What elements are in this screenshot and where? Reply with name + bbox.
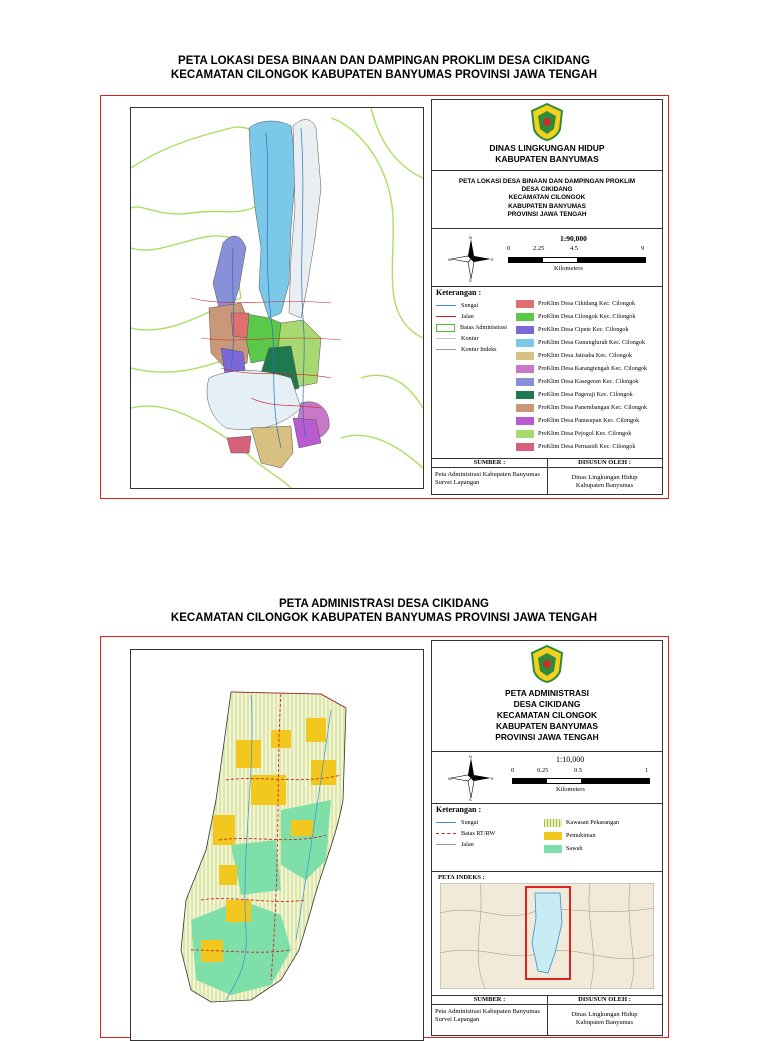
- legend-swatch: [516, 313, 534, 321]
- legend-swatch: [516, 430, 534, 438]
- legend-line-label: Sungai: [461, 819, 479, 826]
- map2-map-area[interactable]: [130, 649, 424, 1041]
- legend-line-symbol: [436, 844, 456, 845]
- legend-line-item: [436, 344, 497, 355]
- legend-swatch: [516, 378, 534, 386]
- map2-compass-w: W: [448, 776, 452, 781]
- map2-scale-tick: 1: [645, 767, 649, 774]
- legend-area-item: [544, 817, 619, 828]
- gununglurah-area: [249, 121, 296, 318]
- map1-source-1: Peta Administrasi Kabupaten Banyumas: [435, 471, 540, 478]
- map1-scale-cell: [432, 228, 662, 287]
- legend-swatch: [516, 326, 534, 334]
- map2-compass-e: E: [491, 776, 494, 781]
- map2-map-title-5: PROVINSI JAWA TENGAH: [495, 732, 599, 742]
- legend-area-label: ProKlim Desa Cipete Kec. Cilongok: [538, 326, 629, 333]
- map1-compass-w: W: [448, 257, 452, 262]
- map2-scale-bar: [512, 778, 650, 784]
- legend-line-label: Jalan: [461, 313, 474, 320]
- legend-area-label: ProKlim Desa Gununglurah Kec. Cilongok: [538, 339, 646, 346]
- legend-line-item: [436, 839, 474, 850]
- legend-area-item: [544, 830, 596, 841]
- legend-swatch: [516, 352, 534, 360]
- legend-line-item: [436, 322, 507, 333]
- legend-area-item: [516, 441, 635, 452]
- map2-compass-s: S: [469, 797, 472, 801]
- legend-line-label: Kontur Indeks: [461, 346, 497, 353]
- map1-map-title-5: PROVINSI JAWA TENGAH: [507, 210, 587, 218]
- map1-title-line2: KECAMATAN CILONGOK KABUPATEN BANYUMAS PROVINSI JAWA TENGAH: [170, 69, 598, 81]
- map1-compass-e: E: [491, 257, 494, 262]
- banyumas-logo-icon: [530, 103, 564, 141]
- legend-swatch: [516, 404, 534, 412]
- map2-map-title-4: KABUPATEN BANYUMAS: [495, 721, 599, 731]
- map1-scale-tick: 2.25: [533, 245, 545, 252]
- map2-scale-ratio: 1:10,000: [556, 755, 585, 764]
- legend-line-symbol: [436, 316, 456, 317]
- map2-scale-unit: Kilometers: [556, 786, 585, 793]
- map2-scale-tick: 0: [511, 767, 515, 774]
- legend-area-label: Kawasan Pekarangan: [566, 819, 620, 826]
- map1-map-title-4: KABUPATEN BANYUMAS: [508, 202, 586, 210]
- map1-compass-s: S: [469, 278, 472, 282]
- map2-map-svg: [131, 650, 423, 1040]
- pemukiman-block: [251, 775, 286, 805]
- map2-index-cell: [432, 871, 662, 996]
- legend-line-item: [436, 828, 495, 839]
- map1-agency-line2: KABUPATEN BANYUMAS: [495, 154, 599, 164]
- legend-swatch: [516, 391, 534, 399]
- map1-compass-n: N: [469, 236, 472, 240]
- map2-compiled-cell: [547, 995, 662, 1035]
- pemukiman-block: [306, 718, 326, 742]
- pemukiman-block: [226, 900, 251, 922]
- map2-source-cell: [432, 995, 548, 1035]
- legend-area-item: [516, 311, 635, 322]
- map2-map-title-2: DESA CIKIDANG: [513, 699, 581, 709]
- map1-compiled-cell: [547, 458, 662, 494]
- map2-compiled-head: DISUSUN OLEH :: [547, 995, 662, 1005]
- map2-source-2: Survei Lapangan: [435, 1016, 480, 1023]
- map1-frame: [100, 95, 669, 499]
- map2-scale-tick: 0.5: [574, 767, 583, 774]
- legend-line-label: Sungai: [461, 302, 479, 309]
- map1-scale-unit: Kilometers: [554, 265, 583, 272]
- map1-compiled-1: Dinas Lingkungan Hidup: [571, 474, 638, 481]
- legend-swatch: [544, 832, 562, 840]
- pernasidi-area: [227, 436, 251, 453]
- legend-swatch: [516, 365, 534, 373]
- legend-line-symbol: [436, 305, 456, 306]
- legend-area-item: [516, 298, 635, 309]
- map2-compiled-2: Kabupaten Banyumas: [575, 1019, 634, 1026]
- legend-area-label: ProKlim Desa Pageraji Kec. Cilongok: [538, 391, 633, 398]
- legend-line-item: [436, 311, 474, 322]
- legend-swatch: [544, 819, 562, 827]
- map2-legend-cell: [432, 803, 662, 872]
- map1-source-cell: [432, 458, 548, 494]
- legend-swatch: [516, 300, 534, 308]
- legend-line-label: Jalan: [461, 841, 474, 848]
- map2-map-title-3: KECAMATAN CILONGOK: [496, 710, 598, 720]
- legend-line-item: [436, 300, 478, 311]
- legend-line-label: Batas Administrasi: [460, 324, 507, 331]
- legend-area-item: [516, 389, 633, 400]
- map2-scale-ticks: [510, 767, 650, 777]
- legend-area-item: [544, 843, 583, 854]
- map1-scale-tick: 4.5: [570, 245, 579, 252]
- map2-title-line2: KECAMATAN CILONGOK KABUPATEN BANYUMAS PROVINSI JAWA TENGAH: [170, 612, 598, 624]
- legend-area-label: Sawah: [566, 845, 583, 852]
- map1-map-title-2: DESA CIKIDANG: [521, 186, 573, 194]
- legend-area-item: [516, 376, 639, 387]
- map2-scale-cell: [432, 751, 662, 804]
- legend-line-symbol: [436, 833, 456, 834]
- map1-compiled-2: Kabupaten Banyumas: [575, 482, 634, 489]
- legend-line-symbol: [436, 338, 456, 339]
- legend-swatch: [516, 339, 534, 347]
- map1-map-svg: [131, 108, 423, 488]
- map1-source-2: Survei Lapangan: [435, 479, 480, 486]
- pemukiman-block: [291, 820, 313, 836]
- map2-header-cell: [432, 641, 662, 752]
- map2-compass-n: N: [469, 755, 472, 759]
- map1-header-cell: [432, 100, 662, 171]
- legend-area-label: ProKlim Desa Cikidang Kec. Cilongok: [538, 300, 636, 307]
- north-arrow-icon: [448, 755, 494, 801]
- map1-source-head: SUMBER :: [432, 458, 547, 468]
- legend-line-label: Kontur: [461, 335, 479, 342]
- legend-area-label: ProKlim Desa Karangtengah Kec. Cilongok: [538, 365, 648, 372]
- legend-line-symbol: [436, 822, 456, 823]
- map1-legend-cell: [432, 286, 662, 459]
- legend-area-item: [516, 402, 647, 413]
- map2-side-panel: [431, 640, 663, 1036]
- legend-line-item: [436, 817, 478, 828]
- legend-area-label: ProKlim Desa Jatisaba Kec. Cilongok: [538, 352, 632, 359]
- legend-area-label: ProKlim Desa Pejogol Kec. Cilongok: [538, 430, 632, 437]
- north-arrow-icon: [448, 236, 494, 282]
- legend-area-item: [516, 337, 645, 348]
- map2-title-line1: PETA ADMINISTRASI DESA CIKIDANG: [279, 598, 489, 610]
- legend-area-label: ProKlim Desa Panusupan Kec. Cilongok: [538, 417, 640, 424]
- legend-swatch: [516, 417, 534, 425]
- map1-compiled-head: DISUSUN OLEH :: [547, 458, 662, 468]
- pemukiman-block: [219, 865, 237, 885]
- map2-compiled-1: Dinas Lingkungan Hidup: [571, 1011, 638, 1018]
- legend-area-label: ProKlim Desa Cilongok Kec. Cilongok: [538, 313, 636, 320]
- legend-swatch: [516, 443, 534, 451]
- cilongok-south-area: [207, 371, 301, 430]
- legend-area-label: ProKlim Desa Kasegeran Kec. Cilongok: [538, 378, 639, 385]
- cikidang-north-area: [289, 120, 321, 319]
- legend-line-symbol: [436, 324, 455, 332]
- legend-area-item: [516, 415, 639, 426]
- legend-line-label: Batas RT/RW: [461, 830, 496, 837]
- map2-source-head: SUMBER :: [432, 995, 547, 1005]
- map1-scale-ratio: 1:90,000: [560, 234, 587, 243]
- pemukiman-block: [271, 730, 291, 748]
- map2-map-title-1: PETA ADMINISTRASI: [505, 688, 589, 698]
- legend-line-symbol: [436, 349, 456, 350]
- map2-index-head: PETA INDEKS :: [438, 874, 485, 881]
- map1-map-title-3: KECAMATAN CILONGOK: [508, 194, 586, 202]
- map1-scale-ticks: [506, 245, 646, 255]
- index-map: [440, 883, 654, 989]
- map1-side-panel: [431, 99, 663, 495]
- legend-area-item: [516, 428, 631, 439]
- map1-scale-bar: [508, 257, 646, 263]
- map1-agency-line1: DINAS LINGKUNGAN HIDUP: [489, 143, 605, 153]
- legend-swatch: [544, 845, 562, 853]
- legend-area-label: Pemukiman: [566, 832, 596, 839]
- kasegeran-area: [213, 236, 246, 313]
- legend-area-item: [516, 324, 629, 335]
- map1-legend-title: Keterangan :: [436, 288, 482, 297]
- legend-area-label: ProKlim Desa Panembangan Kec. Cilongok: [538, 404, 648, 411]
- map2-frame: [100, 636, 669, 1038]
- legend-line-item: [436, 333, 479, 344]
- map1-map-title-cell: [432, 170, 662, 229]
- pemukiman-block: [236, 740, 261, 768]
- map1-scale-tick: 0: [507, 245, 511, 252]
- banyumas-logo-icon: [530, 645, 564, 683]
- map2-legend-title: Keterangan :: [436, 805, 482, 814]
- legend-area-label: ProKlim Desa Pernasidi Kec. Cilongok: [538, 443, 636, 450]
- map2-scale-tick: 0.25: [537, 767, 549, 774]
- pemukiman-block: [213, 815, 235, 845]
- legend-area-item: [516, 350, 632, 361]
- map1-scale-tick: 9: [641, 245, 645, 252]
- map1-map-area[interactable]: [130, 107, 424, 489]
- map1-title-line1: PETA LOKASI DESA BINAAN DAN DAMPINGAN PROKLIM DESA CIKIDANG: [178, 55, 590, 67]
- legend-area-item: [516, 363, 647, 374]
- map2-source-1: Peta Administrasi Kabupaten Banyumas: [435, 1008, 540, 1015]
- map1-map-title-1: PETA LOKASI DESA BINAAN DAN DAMPINGAN PROKLIM: [458, 178, 636, 185]
